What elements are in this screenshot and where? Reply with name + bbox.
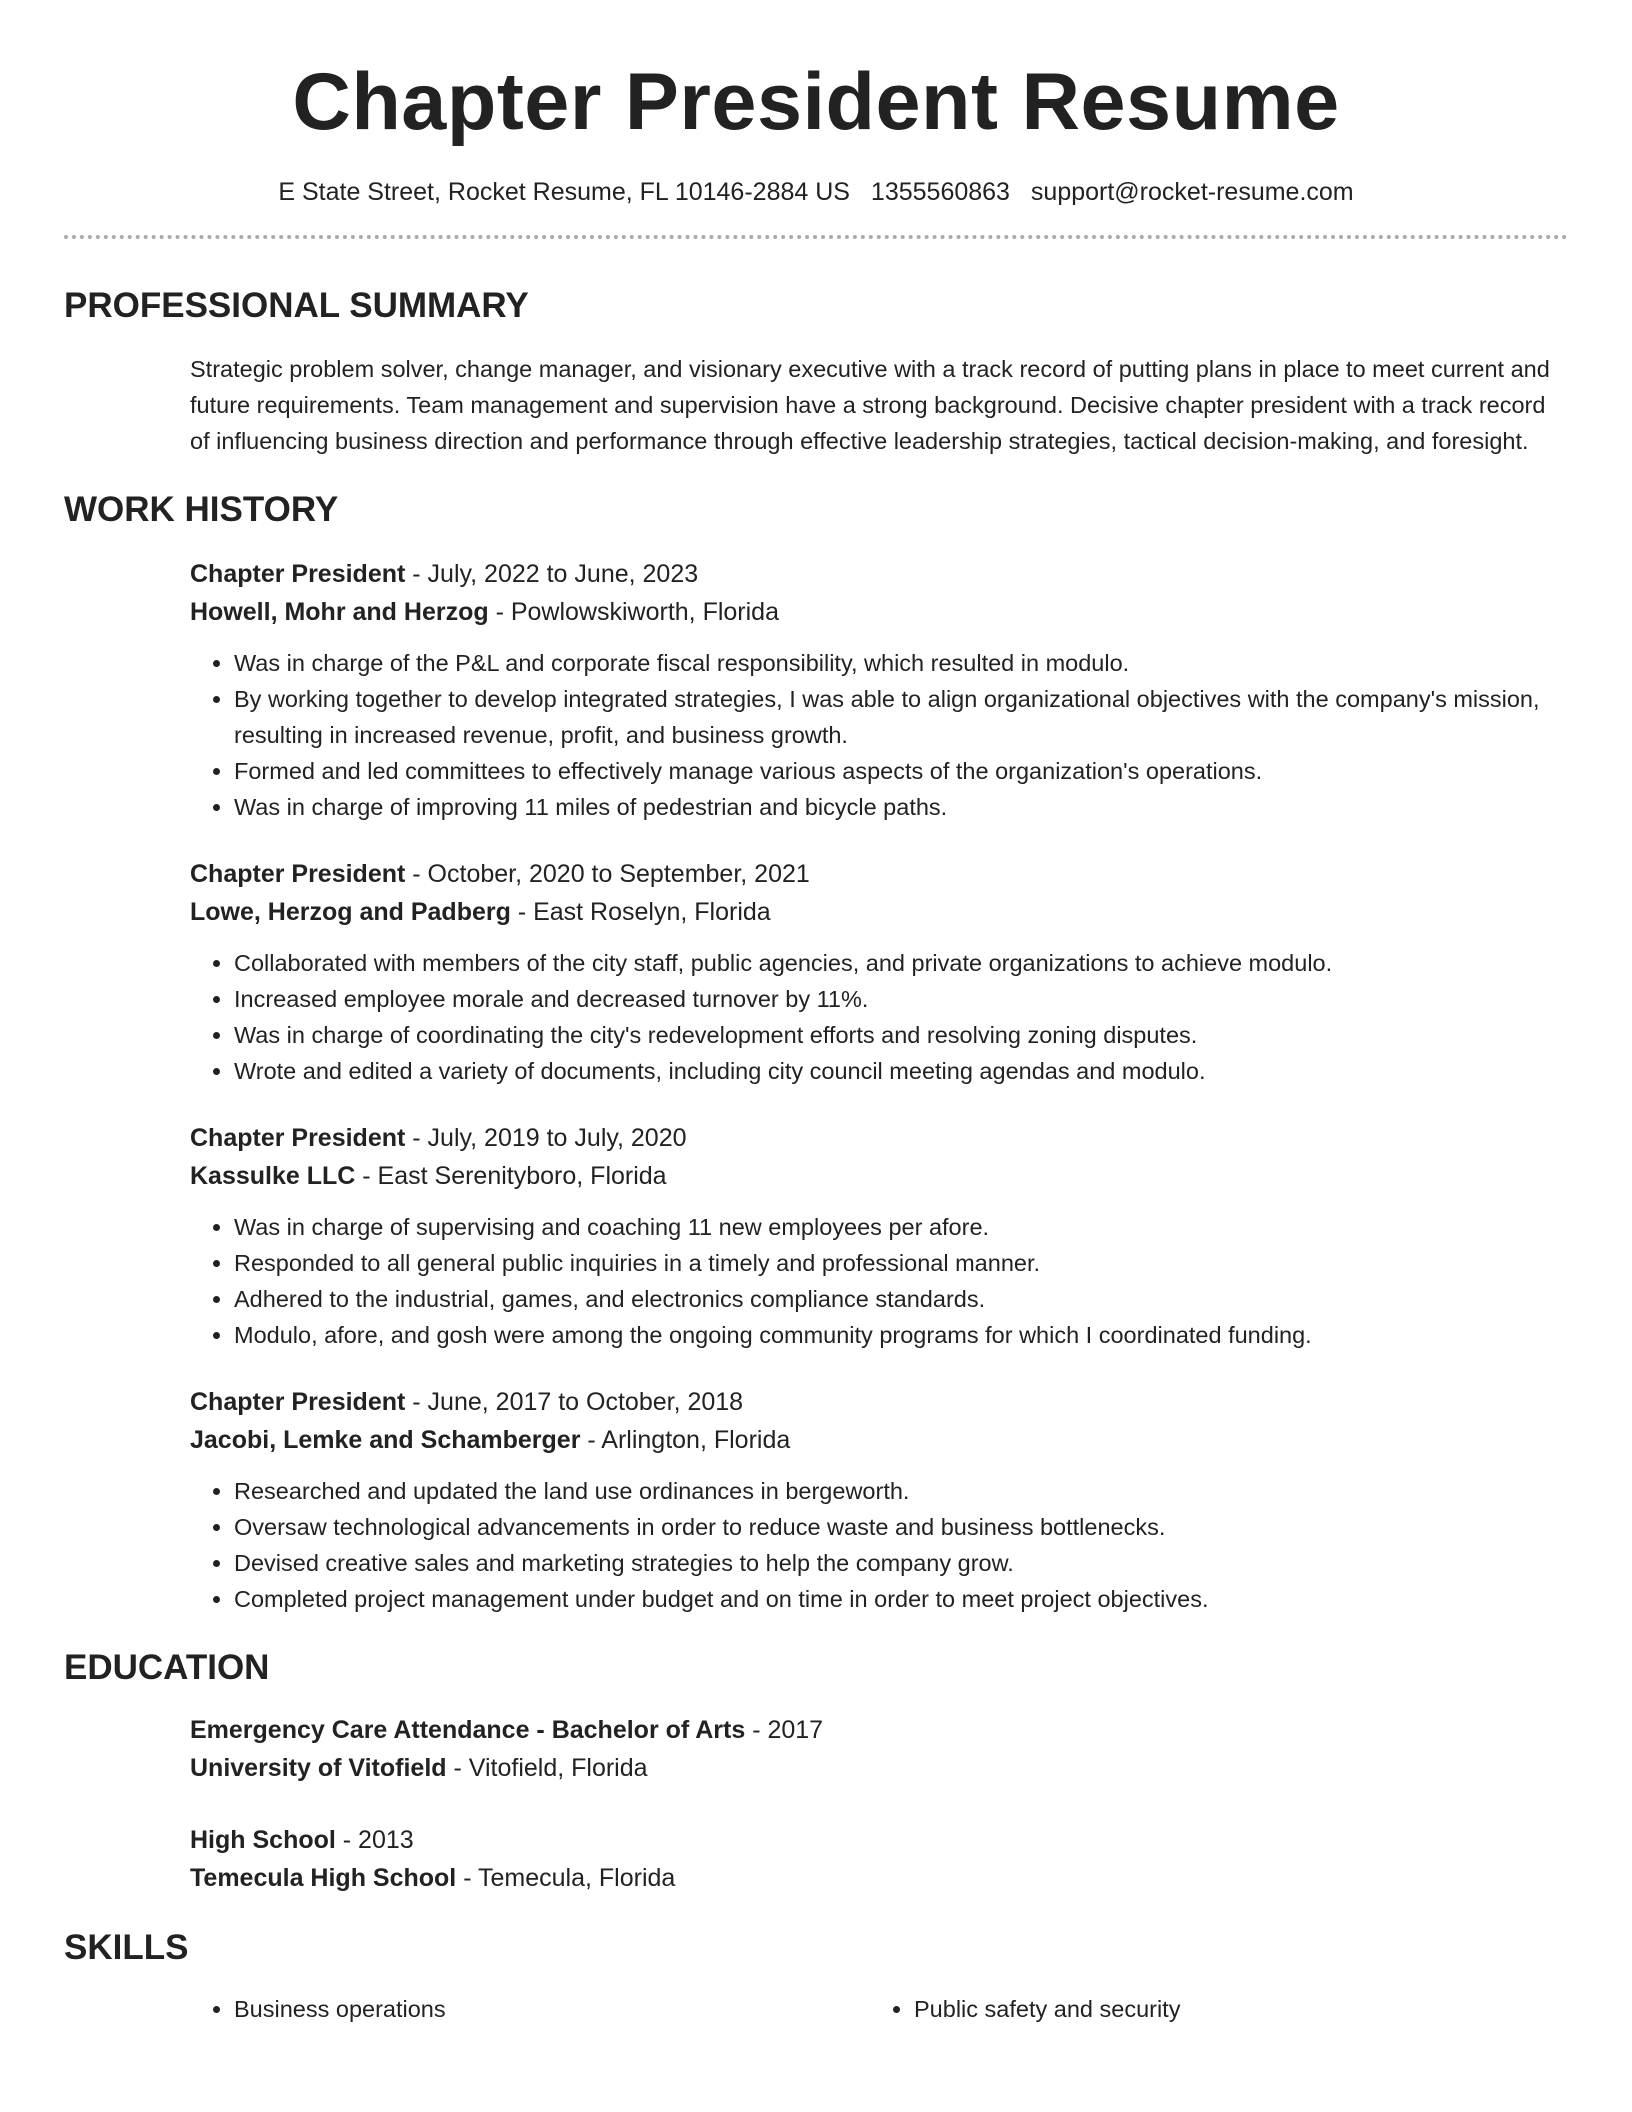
skills-list — [190, 1991, 1568, 2027]
resume-title: Chapter President Resume — [292, 57, 1340, 147]
job-entry — [190, 1119, 1568, 1353]
job-bullet: • Was in charge of improving 11 miles of pedestrian and bicycle paths. — [234, 789, 1568, 825]
job-bullet: • Wrote and edited a variety of documents, including city council meeting agendas and modulo. — [234, 1053, 1568, 1089]
contact-address: E State Street, Rocket Resume, FL 10146-2884 US — [278, 178, 850, 206]
skills-column-left — [190, 1991, 870, 2027]
education-year: - 2017 — [745, 1716, 824, 1744]
job-bullet: • Modulo, afore, and gosh were among the ongoing community programs for which I coordinated funding. — [234, 1317, 1568, 1353]
education-location: - Temecula, Florida — [456, 1864, 676, 1892]
job-location: - East Roselyn, Florida — [510, 898, 771, 926]
skill-item: • Business operations — [234, 1991, 870, 2027]
job-company: Howell, Mohr and Herzog — [190, 598, 489, 626]
job-company: Jacobi, Lemke and Schamberger — [190, 1426, 581, 1454]
job-dates: - July, 2019 to July, 2020 — [405, 1124, 687, 1152]
job-bullets — [190, 645, 1568, 825]
education-year: - 2013 — [335, 1826, 414, 1854]
job-bullets — [190, 1473, 1568, 1617]
section-title-summary: PROFESSIONAL SUMMARY — [64, 286, 529, 325]
job-bullet: • Devised creative sales and marketing strategies to help the company grow. — [234, 1545, 1568, 1581]
header-divider — [64, 235, 1568, 239]
contact-line — [64, 177, 1568, 207]
job-role: Chapter President — [190, 1388, 406, 1416]
job-bullet: • Completed project management under budget and on time in order to meet project objectives. — [234, 1581, 1568, 1617]
skills-column-right — [870, 1991, 1550, 2027]
job-bullet: • Adhered to the industrial, games, and electronics compliance standards. — [234, 1281, 1568, 1317]
job-company: Kassulke LLC — [190, 1162, 356, 1190]
job-role: Chapter President — [190, 1124, 406, 1152]
summary-text: Strategic problem solver, change manager, and visionary executive with a track record of putting plans in place to meet current and future requirements. Team management and supervision have a strong background. Decisive chapter president with a track record of influencing business direction and performance through effective leadership strategies, tactical decision-making, and foresight. — [190, 356, 1550, 454]
job-location: - Powlowskiworth, Florida — [488, 598, 779, 626]
job-entry — [190, 855, 1568, 1089]
job-company: Lowe, Herzog and Padberg — [190, 898, 511, 926]
job-bullet: • Responded to all general public inquiries in a timely and professional manner. — [234, 1245, 1568, 1281]
job-dates: - June, 2017 to October, 2018 — [405, 1388, 744, 1416]
job-bullet: • Formed and led committees to effectively manage various aspects of the organization's operations. — [234, 753, 1568, 789]
education-degree: High School — [190, 1826, 336, 1854]
job-location: - East Serenityboro, Florida — [355, 1162, 667, 1190]
job-bullet: • Was in charge of supervising and coaching 11 new employees per afore. — [234, 1209, 1568, 1245]
job-bullet: • Was in charge of coordinating the city's redevelopment efforts and resolving zoning disputes. — [234, 1017, 1568, 1053]
job-dates: - October, 2020 to September, 2021 — [405, 860, 810, 888]
job-role: Chapter President — [190, 860, 406, 888]
education-location: - Vitofield, Florida — [446, 1754, 648, 1782]
job-bullet: • Was in charge of the P&L and corporate fiscal responsibility, which resulted in modulo. — [234, 645, 1568, 681]
job-bullets — [190, 945, 1568, 1089]
education-school: University of Vitofield — [190, 1754, 447, 1782]
contact-email: support@rocket-resume.com — [1030, 178, 1354, 206]
education-entry — [190, 1821, 1568, 1897]
section-title-skills: SKILLS — [64, 1928, 189, 1967]
job-dates: - July, 2022 to June, 2023 — [405, 560, 699, 588]
job-bullet: • By working together to develop integrated strategies, I was able to align organizational objectives with the company's mission, resulting in increased revenue, profit, and business growth. — [234, 681, 1568, 753]
job-role: Chapter President — [190, 560, 406, 588]
education-degree: Emergency Care Attendance - Bachelor of Arts — [190, 1716, 746, 1744]
job-bullet: • Oversaw technological advancements in order to reduce waste and business bottlenecks. — [234, 1509, 1568, 1545]
section-title-work-history: WORK HISTORY — [64, 490, 339, 529]
education-entry — [190, 1711, 1568, 1787]
contact-phone: 1355560863 — [870, 178, 1010, 206]
section-title-education: EDUCATION — [64, 1648, 270, 1687]
skill-item: • Public safety and security — [914, 1991, 1550, 2027]
job-entry — [190, 1383, 1568, 1617]
job-bullets — [190, 1209, 1568, 1353]
job-bullet: • Collaborated with members of the city staff, public agencies, and private organizations to achieve modulo. — [234, 945, 1568, 981]
job-entry — [190, 555, 1568, 825]
job-bullet: • Researched and updated the land use ordinances in bergeworth. — [234, 1473, 1568, 1509]
education-school: Temecula High School — [190, 1864, 457, 1892]
job-bullet: • Increased employee morale and decreased turnover by 11%. — [234, 981, 1568, 1017]
job-location: - Arlington, Florida — [580, 1426, 791, 1454]
